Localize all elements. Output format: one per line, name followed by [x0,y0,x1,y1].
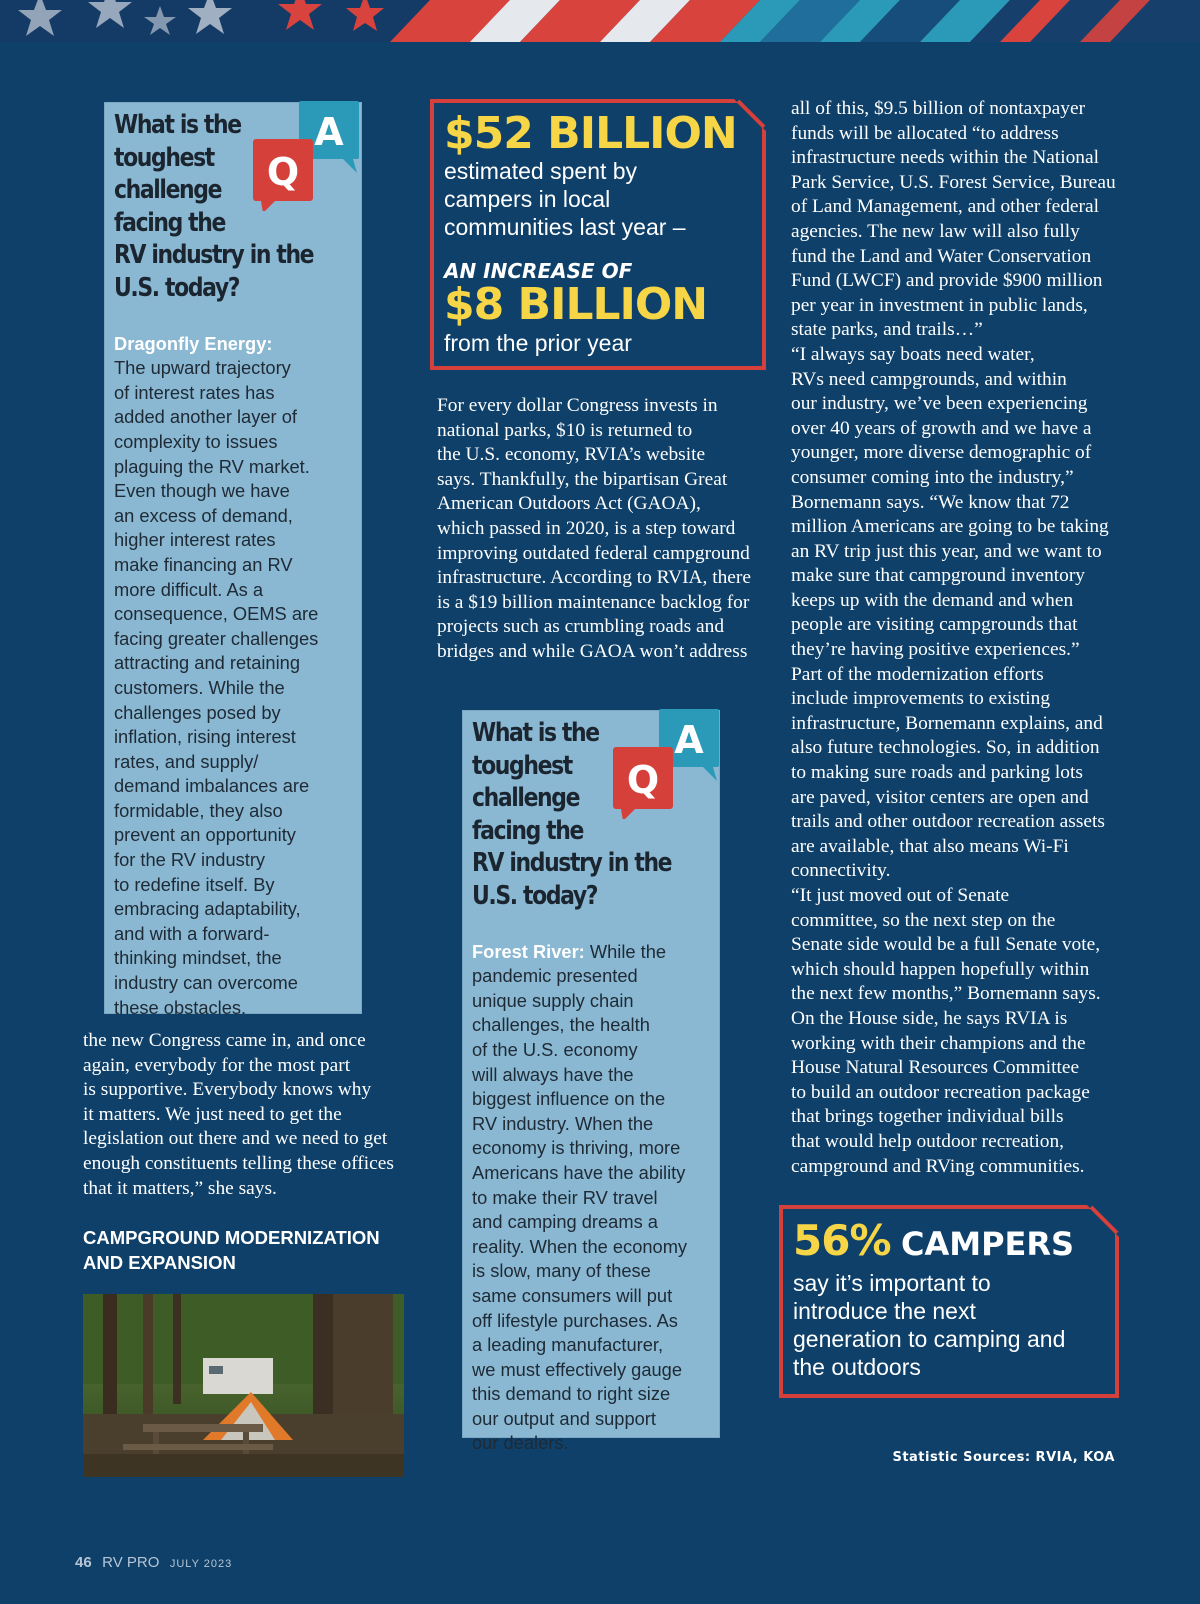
q-a-bubbles-icon [253,101,363,211]
qa-answer: pandemic presented unique supply chain challenges, the health of the U.S. economy will always have the biggest influence on the RV industry. When the economy is thriving, more Americans have the ability to make their RV travel and camping dreams a reality. When the economy is slow, many of these same consumers will put off lifestyle purchases. As a leading manufacturer, we must effectively gauge this demand to right size our output and support our dealers. [472,965,688,1454]
stat-tail: from the prior year [444,330,632,356]
stat-amount: $52 BILLION [444,108,737,159]
stat-description: say it’s important to introduce the next generation to camping and the outdoors [793,1270,1066,1380]
article-column-left: the new Congress came in, and once again, everybody for the most part is supportive. Everybody knows why it matters. We just need to get the legislation out there and we need to get enough constituents telling these offices that it matters,” she says. [83,1030,394,1199]
q-letter: Q [626,758,660,802]
article-column-right: all of this, $9.5 billion of nontaxpayer funds will be allocated “to address infrastructure needs within the National Park Service, U.S. Forest Service, Bureau of Land Management, and other federal agencies. The new law will also fully fund the Land and Water Conservation Fund (LWCF) and provide $900 million per year in investment in public lands, state parks, and trails…” “I always say boats need water, RVs need campgrounds, and within our industry, we’ve been experiencing over 40 years of growth and we have a younger, more diverse demographic of consumer coming into the industry,” Bornemann says. “We know that 72 million Americans are going to be taking an RV trip just this year, and we want to make sure that campground inventory keeps up with the demand and when people are visiting campgrounds that they’re having positive experiences.” Part of the modernization efforts include improvements to existing infrastructure, Bornemann explains, and also future technologies. So, in addition to making sure roads and parking lots are paved, visitor centers are open and trails and other outdoor recreation assets are available, that also means Wi-Fi connectivity. “It just moved out of Senate committee, so the next step on the Senate side would be a full Senate vote, which should happen hopefully within the next few months,” Bornemann says. On the House side, he says RVIA is working with their champions and the House Natural Resources Committee to build an outdoor recreation package that brings together individual bills that would help outdoor recreation, campground and RVing communities. [791,98,1116,1177]
corner-cut-icon [734,99,766,131]
q-letter: Q [266,150,300,194]
stat-description: estimated spent by campers in local communities last year – [444,158,686,240]
stat-percent-label: CAMPERS [900,1225,1075,1263]
a-letter: A [314,110,344,154]
qa-speaker: Forest River: [472,940,585,962]
qa-question: What is the toughest challenge facing the RV industry in the U.S. today? [472,718,672,911]
page-number: 46 [75,1554,92,1571]
q-a-bubbles-icon [613,709,723,819]
qa-box-forest-river [462,710,720,1454]
article-column-middle: For every dollar Congress invests in national parks, $10 is returned to the U.S. economy, RVIA’s website says. Thankfully, the bipartisan Great American Outdoors Act (GAOA), which passed in 2020, is a step toward improving outdated federal campground infrastructure. According to RVIA, there is a $19 billion maintenance backlog for projects such as crumbling roads and bridges and while GAOA won’t address [437,395,751,662]
corner-cut-icon [1087,1205,1119,1237]
campground-photo [83,1294,404,1477]
section-subhead: CAMPGROUND MODERNIZATION AND EXPANSION [83,1227,380,1273]
qa-question: What is the toughest challenge facing the RV industry in the U.S. today? [114,110,314,303]
qa-answer-block [472,915,710,1481]
stat-percent: 56% [793,1216,891,1265]
magazine-name: RV PRO [102,1554,160,1571]
qa-answer: The upward trajectory of interest rates has added another layer of complexity to issues plaguing the RV market. Even though we have an excess of demand, higher interest rates make financing an RV more difficult. As a consequence, OEMS are facing greater challenges attracting and retaining customers. While the challenges posed by inflation, rising interest rates, and supply/ demand imbalances are formidable, they also prevent an opportunity for the RV industry to redefine itself. By embracing adaptability, and with a forward- thinking mindset, the industry can overcome these obstacles. [114,357,319,1018]
issue-date: JULY 2023 [169,1558,233,1570]
qa-answer-first: While the [584,940,667,962]
statistic-sources: Statistic Sources: RVIA, KOA [892,1450,1115,1465]
stat-headline [793,1217,1074,1265]
qa-box-dragonfly [104,102,362,1018]
a-letter: A [674,718,704,762]
qa-answer-block [114,307,352,1045]
qa-speaker: Dragonfly Energy: [114,332,273,354]
stat-increase-label: AN INCREASE OF [444,259,633,283]
page-footer [75,1554,232,1572]
stat-box-spending [430,99,766,370]
stat-box-campers [779,1205,1119,1398]
stars-stripes-banner [0,0,1200,42]
stat-increase-amount: $8 BILLION [444,279,708,330]
